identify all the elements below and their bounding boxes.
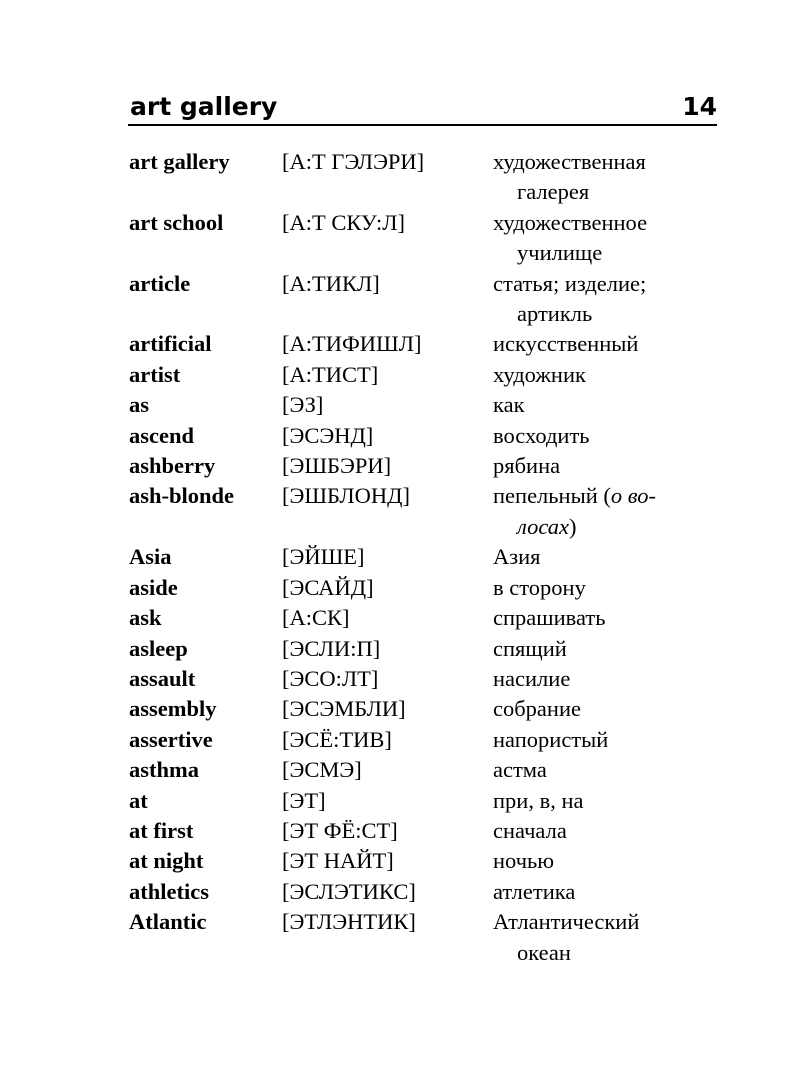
entry-transcription: [А:СК] [282,605,350,631]
translation-line: в сторону [493,574,586,600]
entry-word: assembly [129,696,217,722]
entry-translation [493,481,708,542]
dictionary-entry [129,603,719,633]
translation-line: статья; изделие; [493,270,647,296]
entry-word: assertive [129,726,213,752]
entry-translation [493,573,708,603]
translation-line: артикль [517,301,593,327]
entry-word: aside [129,574,178,600]
entry-word: ascend [129,422,195,448]
entry-translation [493,755,708,785]
translation-line: при, в, на [493,787,584,813]
entry-word: ashberry [129,453,216,479]
entry-translation [493,451,708,481]
dictionary-entry [129,573,719,603]
dictionary-entry [129,542,719,572]
translation-line: ночью [493,848,555,874]
translation-line: галерея [517,179,590,205]
translation-line: атлетика [493,878,576,904]
translation-line [493,512,708,542]
entry-translation [493,725,708,755]
entry-word: assault [129,665,196,691]
entry-word: ash-blonde [129,483,235,509]
entry-transcription: [А:ТИСТ] [282,361,379,387]
entry-translation [493,269,708,330]
entry-translation [493,329,708,359]
translation-line: восходить [493,422,590,448]
dictionary-entry [129,907,719,968]
dictionary-entry [129,481,719,542]
dictionary-entry [129,634,719,664]
entry-transcription: [ЭШБЛОНД] [282,483,411,509]
translation-line: училище [517,240,603,266]
entry-transcription: [ЭШБЭРИ] [282,453,392,479]
entry-word: at [129,787,148,813]
translation-note: о во- [610,483,656,509]
translation-line: океан [517,939,571,965]
dictionary-entry [129,269,719,330]
entry-transcription: [ЭСЛИ:П] [282,635,381,661]
header-divider [128,124,717,126]
entry-translation [493,360,708,390]
translation-line [493,481,708,511]
translation-line: художник [493,361,586,387]
entry-transcription: [ЭТ ФЁ:СТ] [282,817,398,843]
entry-transcription: [ЭСО:ЛТ] [282,665,379,691]
entry-transcription: [ЭТЛЭНТИК] [282,909,416,935]
entry-transcription: [ЭЙШЕ] [282,544,365,570]
entry-translation [493,877,708,907]
dictionary-entry [129,360,719,390]
entry-transcription: [ЭСЭНД] [282,422,374,448]
translation-line: напористый [493,726,609,752]
entry-word: Asia [129,544,172,570]
entry-translation [493,694,708,724]
translation-text: ) [568,513,577,539]
dictionary-entries [129,147,719,968]
entry-translation [493,390,708,420]
entry-word: artificial [129,331,212,357]
entry-translation [493,907,708,968]
translation-line: рябина [493,453,561,479]
entry-transcription: [ЭСЛЭТИКС] [282,878,416,904]
entry-word: art school [129,209,224,235]
dictionary-entry [129,846,719,876]
translation-line: художественное [493,209,648,235]
dictionary-entry [129,877,719,907]
dictionary-entry [129,816,719,846]
translation-line: астма [493,757,547,783]
entry-word: ask [129,605,162,631]
translation-line: искусственный [493,331,639,357]
dictionary-entry [129,694,719,724]
translation-line: спящий [493,635,567,661]
entry-transcription: [ЭСЁ:ТИВ] [282,726,392,752]
dictionary-entry [129,664,719,694]
entry-translation [493,634,708,664]
dictionary-entry [129,421,719,451]
entry-transcription: [ЭСЭМБЛИ] [282,696,406,722]
translation-text: пепельный ( [493,483,611,509]
entry-transcription: [ЭТ НАЙТ] [282,848,394,874]
entry-word: asthma [129,757,200,783]
entry-translation [493,846,708,876]
entry-translation [493,147,708,208]
entry-translation [493,421,708,451]
translation-line: насилие [493,665,571,691]
entry-word: art gallery [129,149,230,174]
translation-line: как [493,392,525,418]
translation-note: лосах [517,513,569,539]
dictionary-entry [129,755,719,785]
entry-word: artist [129,361,181,387]
dictionary-entry [129,147,719,208]
dictionary-entry [129,725,719,755]
entry-word: at first [129,817,194,843]
dictionary-entry [129,786,719,816]
entry-translation [493,664,708,694]
entry-word: as [129,392,150,418]
entry-translation [493,816,708,846]
entry-transcription: [А:Т СКУ:Л] [282,209,406,235]
page-number: 14 [682,92,717,121]
dictionary-entry [129,208,719,269]
entry-word: Atlantic [129,909,207,935]
translation-line: Азия [493,544,541,570]
entry-transcription: [ЭСАЙД] [282,574,374,600]
dictionary-entry [129,451,719,481]
entry-transcription: [А:ТИФИШЛ] [282,331,422,357]
entry-transcription: [ЭТ] [282,787,326,813]
entry-word: athletics [129,878,209,904]
dictionary-entry [129,390,719,420]
entry-word: asleep [129,635,188,661]
translation-line: художественная [493,149,646,174]
entry-translation [493,208,708,269]
entry-translation [493,542,708,572]
entry-transcription: [ЭЗ] [282,392,324,418]
entry-transcription: [ЭСМЭ] [282,757,362,783]
header-word: art gallery [130,92,278,121]
entry-translation [493,603,708,633]
entry-word: article [129,270,191,296]
entry-word: at night [129,848,204,874]
entry-transcription: [А:ТИКЛ] [282,270,380,296]
entry-translation [493,786,708,816]
translation-line: спрашивать [493,605,606,631]
translation-line: сначала [493,817,567,843]
translation-line: собрание [493,696,581,722]
translation-line: Атлантический [493,909,640,935]
dictionary-entry [129,329,719,359]
entry-transcription: [А:Т ГЭЛЭРИ] [282,149,425,174]
